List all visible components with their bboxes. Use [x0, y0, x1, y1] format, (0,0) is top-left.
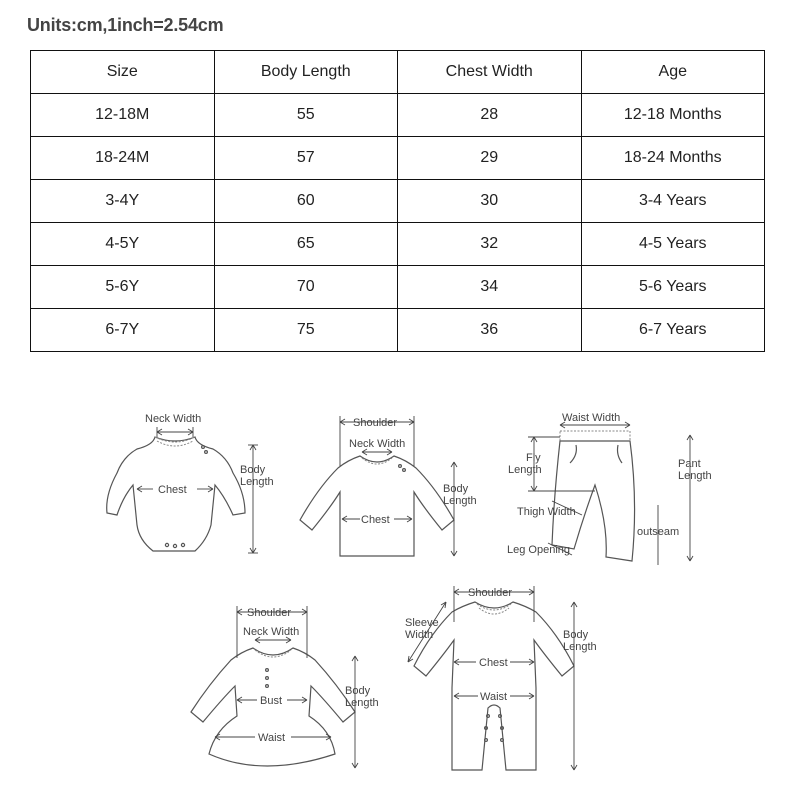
cell-age: 12-18 Months	[581, 94, 765, 137]
table-row	[31, 309, 765, 352]
cell-age: 6-7 Years	[581, 309, 765, 352]
cell-chest-width: 34	[398, 266, 582, 309]
cell-body-length: 60	[214, 180, 398, 223]
label-pant-length-line1: Pant	[678, 458, 701, 470]
label-neck-width: Neck Width	[145, 413, 202, 425]
label-shoulder: Shoulder	[468, 587, 513, 599]
label-sleeve-width-line1: Sleeve	[405, 617, 439, 629]
label-shoulder: Shoulder	[247, 607, 292, 619]
romper-diagram	[400, 582, 610, 777]
table-row	[31, 180, 765, 223]
label-waist: Waist	[480, 691, 508, 703]
dress-diagram	[185, 600, 390, 775]
cell-size: 4-5Y	[31, 223, 215, 266]
header-chest-width: Chest Width	[398, 51, 582, 94]
size-chart-table	[30, 50, 765, 352]
label-chest: Chest	[361, 514, 390, 526]
label-body-length-line1: Body	[345, 685, 371, 697]
label-chest: Chest	[158, 484, 187, 496]
header-size: Size	[31, 51, 215, 94]
cell-body-length: 55	[214, 94, 398, 137]
label-body-length-line2: Length	[240, 476, 274, 488]
cell-body-length: 75	[214, 309, 398, 352]
cell-size: 12-18M	[31, 94, 215, 137]
cell-size: 3-4Y	[31, 180, 215, 223]
cell-size: 6-7Y	[31, 309, 215, 352]
label-leg-opening: Leg Opening	[507, 544, 570, 556]
label-body-length-line2: Length	[443, 495, 477, 507]
label-fly-length-line2: Length	[508, 464, 542, 476]
cell-body-length: 65	[214, 223, 398, 266]
units-note: Units:cm,1inch=2.54cm	[27, 15, 224, 35]
label-bust: Bust	[260, 695, 283, 707]
label-body-length-line1: Body	[443, 483, 469, 495]
cell-age: 4-5 Years	[581, 223, 765, 266]
label-waist: Waist	[258, 732, 286, 744]
bodysuit-labels	[95, 405, 285, 565]
top-diagram	[290, 410, 490, 570]
top-labels	[290, 410, 490, 570]
label-fly-length-line1: Fly	[526, 452, 541, 464]
header-body-length: Body Length	[214, 51, 398, 94]
romper-labels	[400, 582, 610, 777]
cell-age: 3-4 Years	[581, 180, 765, 223]
cell-body-length: 70	[214, 266, 398, 309]
dress-labels	[185, 600, 390, 775]
label-body-length-line1: Body	[240, 464, 266, 476]
bodysuit-diagram	[95, 405, 285, 565]
label-body-length-line1: Body	[563, 629, 589, 641]
cell-chest-width: 28	[398, 94, 582, 137]
label-body-length-line2: Length	[563, 641, 597, 653]
label-waist-width: Waist Width	[562, 412, 621, 424]
cell-chest-width: 32	[398, 223, 582, 266]
label-pant-length-line2: Length	[678, 470, 712, 482]
table-row	[31, 266, 765, 309]
cell-chest-width: 29	[398, 137, 582, 180]
cell-body-length: 57	[214, 137, 398, 180]
label-shoulder: Shoulder	[353, 417, 398, 429]
label-outseam: outseam	[637, 526, 680, 538]
label-chest: Chest	[479, 657, 508, 669]
label-neck-width: Neck Width	[349, 438, 406, 450]
cell-size: 18-24M	[31, 137, 215, 180]
cell-age: 18-24 Months	[581, 137, 765, 180]
table-header-row	[31, 51, 765, 94]
table-row	[31, 94, 765, 137]
cell-size: 5-6Y	[31, 266, 215, 309]
pants-diagram	[500, 405, 720, 580]
table-row	[31, 223, 765, 266]
table-row	[31, 137, 765, 180]
cell-chest-width: 36	[398, 309, 582, 352]
label-neck-width: Neck Width	[243, 626, 300, 638]
cell-age: 5-6 Years	[581, 266, 765, 309]
label-body-length-line2: Length	[345, 697, 379, 709]
label-thigh-width: Thigh Width	[517, 506, 576, 518]
label-sleeve-width-line2: Width	[405, 629, 434, 641]
cell-chest-width: 30	[398, 180, 582, 223]
header-age: Age	[581, 51, 765, 94]
pants-labels	[500, 405, 720, 580]
